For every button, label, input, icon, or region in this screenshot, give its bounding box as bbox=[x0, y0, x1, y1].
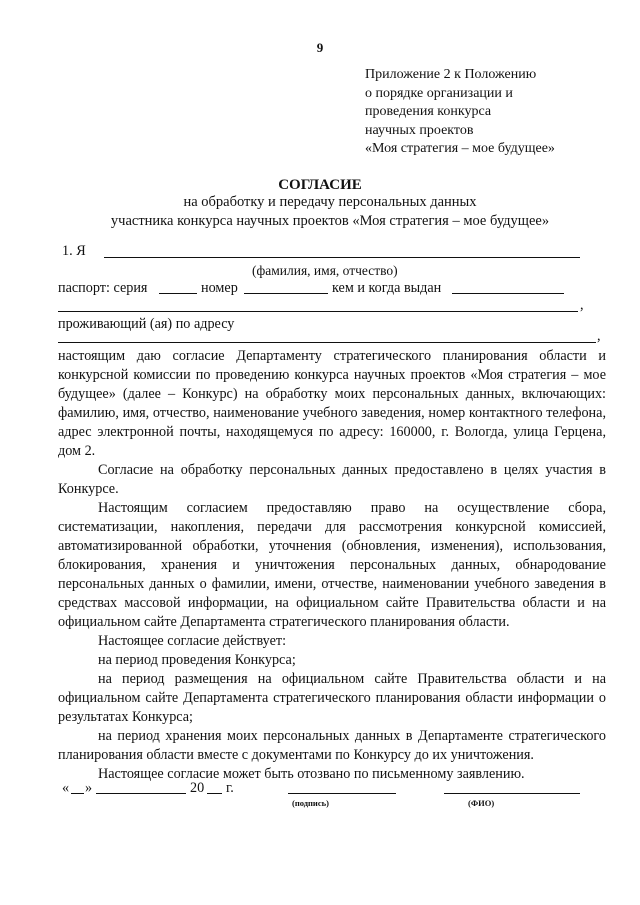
passport-number-label: номер bbox=[201, 280, 238, 296]
paragraph-purpose: Согласие на обработку персональных данных предоставлено в целях участия в Конкурсе. bbox=[58, 462, 606, 497]
appendix-header bbox=[365, 66, 635, 159]
paragraph-validity: Настоящее согласие действует: bbox=[98, 633, 287, 649]
passport-issued-continuation-field[interactable] bbox=[58, 311, 578, 312]
line-comma: , bbox=[580, 297, 584, 313]
address-label: проживающий (ая) по адресу bbox=[58, 316, 235, 332]
name-field-line[interactable] bbox=[104, 257, 580, 258]
appendix-line: Приложение 2 к Положению bbox=[365, 67, 537, 82]
address-comma: , bbox=[597, 328, 601, 344]
passport-issued-label: кем и когда выдан bbox=[332, 280, 442, 296]
document-subtitle bbox=[30, 193, 630, 231]
name-hint: (фамилия, имя, отчество) bbox=[252, 263, 398, 278]
appendix-line: проведения конкурса bbox=[365, 104, 492, 119]
paragraph-validity-item: на период хранения моих персональных данных в Департаменте стратегического планирования области вместе с документами по Конкурсу до их уничтожения. bbox=[58, 728, 606, 763]
date-month-field[interactable] bbox=[96, 793, 186, 794]
passport-number-field[interactable] bbox=[244, 293, 328, 294]
fio-field[interactable] bbox=[444, 793, 580, 794]
paragraph-revocation: Настоящее согласие может быть отозвано по письменному заявлению. bbox=[98, 766, 525, 782]
date-close-quote: » bbox=[85, 780, 93, 796]
address-field[interactable] bbox=[58, 342, 596, 343]
subtitle-line: участника конкурса научных проектов «Моя стратегия – мое будущее» bbox=[110, 213, 550, 229]
consent-body bbox=[58, 347, 606, 784]
appendix-line: «Моя стратегия – мое будущее» bbox=[365, 141, 555, 156]
paragraph-validity-item: на период проведения Конкурса; bbox=[98, 652, 296, 668]
paragraph-validity-item: на период размещения на официальном сайте Правительства области и на официальном сайте Департамента стратегического планирования области информации о результатах Конкурса; bbox=[58, 671, 606, 725]
date-year-suffix: г. bbox=[226, 780, 234, 796]
date-year-field[interactable] bbox=[207, 793, 222, 794]
date-day-field[interactable] bbox=[71, 793, 84, 794]
passport-issued-field[interactable] bbox=[452, 293, 564, 294]
item-prefix: 1. Я bbox=[62, 243, 86, 259]
paragraph-rights: Настоящим согласием предоставляю право на осуществление сбора, систематизации, накопления, передачи для рассмотрения конкурсной комиссией, автоматизированной обработки, уточнения (обновления, изменения), использования, блокирования, хранения и уничтожения персональных данных, обнародование персональных данных о фамилии, имени, отчестве, наименовании учебного заведения в средствах массовой информации, на официальном сайте Правительства области и на официальном сайте Департамента стратегического планирования области. bbox=[58, 500, 606, 630]
document-title: СОГЛАСИЕ bbox=[278, 177, 362, 193]
appendix-line: научных проектов bbox=[365, 122, 474, 138]
appendix-line: о порядке организации и bbox=[365, 85, 513, 101]
paragraph-consent: настоящим даю согласие Департаменту стратегического планирования области и конкурсной комиссии по проведению конкурса научных проектов «Моя стратегия – мое будущее» (далее – Конкурс) на обработку моих персональных данных, включающих: фамилию, имя, отчество, наименование учебного заведения, номер контактного телефона, адрес электронной почты, находящемуся по адресу: 160000, г. Вологда, улица Герцена, дом 2. bbox=[58, 348, 606, 459]
page-number: 9 bbox=[316, 40, 324, 55]
date-open-quote: « bbox=[62, 780, 70, 796]
passport-series-label: паспорт: серия bbox=[58, 280, 148, 296]
date-year-prefix: 20 bbox=[190, 780, 205, 796]
subtitle-line: на обработку и передачу персональных данных bbox=[183, 194, 477, 210]
fio-hint: (ФИО) bbox=[468, 798, 495, 808]
passport-series-field[interactable] bbox=[159, 293, 197, 294]
name-row bbox=[62, 242, 86, 261]
signature-hint: (подпись) bbox=[292, 798, 329, 808]
